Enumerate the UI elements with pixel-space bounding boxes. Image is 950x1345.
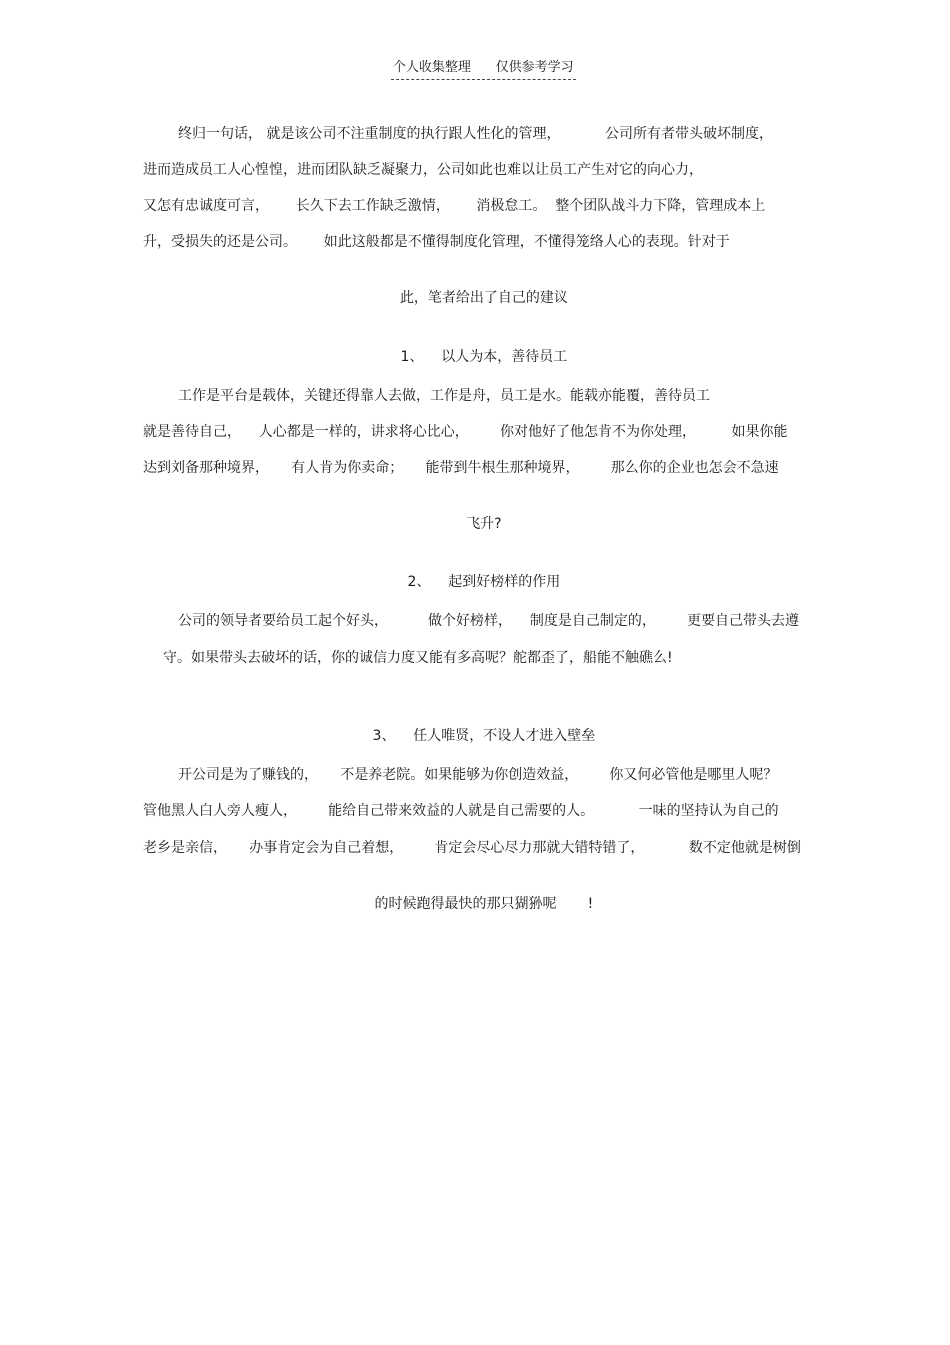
section-3-line-4: 的时候跑得最快的那只猢狲呢 ! [374, 896, 594, 912]
section-1-line-1: 工作是平台是载体，关键还得靠人去做，工作是舟，员工是水。能载亦能覆，善待员工 [178, 388, 710, 404]
section-1-line-4: 飞升? [466, 516, 502, 532]
section-1-line-3: 达到刘备那种境界， 有人肯为你卖命； 能带到牛根生那种境界， 那么你的企业也怎会不急速 [143, 460, 779, 476]
section-3-heading: 3、 任人唯贤，不设人才进入壁垒 [372, 728, 596, 744]
paragraph-line [0, 494, 950, 554]
section-2-heading: 2、 起到好榜样的作用 [407, 574, 561, 590]
paragraph-line [0, 268, 950, 328]
section-heading [0, 552, 950, 612]
section-3-line-2: 管他黑人白人旁人瘦人， 能给自己带来效益的人就是自己需要的人。 一味的坚持认为自己的 [143, 803, 779, 819]
intro-line-4: 升，受损失的还是公司。 如此这般都是不懂得制度化管理，不懂得笼络人心的表现。针对于 [143, 234, 730, 250]
paragraph-line [0, 648, 950, 708]
section-1-line-2: 就是善待自己， 人心都是一样的，讲求将心比心， 你对他好了他怎肯不为你处理， 如果你能 [143, 424, 788, 440]
intro-line-3: 又怎有忠诚度可言， 长久下去工作缺乏激情， 消极怠工。 整个团队战斗力下降，管理成本上 [143, 198, 766, 214]
section-2-line-1: 公司的领导者要给员工起个好头， 做个好榜样， 制度是自己制定的， 更要自己带头去遵 [178, 613, 800, 629]
intro-line-1: 终归一句话， 就是该公司不注重制度的执行跟人性化的管理， 公司所有者带头破坏制度， [178, 126, 773, 142]
section-2-line-2: 守。如果带头去破坏的话，你的诚信力度又能有多高呢？舵都歪了，船能不触礁么! [163, 650, 673, 666]
section-3-line-3: 老乡是亲信， 办事肯定会为自己着想， 肯定会尽心尽力那就大错特错了， 数不定他就是树倒 [143, 840, 801, 856]
intro-line-2: 进而造成员工人心惶惶，进而团队缺乏凝聚力，公司如此也难以让员工产生对它的向心力， [143, 162, 703, 178]
page-header [0, 38, 950, 100]
section-3-line-1: 开公司是为了赚钱的， 不是养老院。如果能够为你创造效益， 你又何必管他是哪里人呢？ [178, 767, 778, 783]
section-heading [0, 327, 950, 387]
section-heading [0, 706, 950, 766]
section-1-heading: 1、 以人为本，善待员工 [400, 349, 568, 365]
paragraph-line [0, 874, 950, 934]
intro-line-5: 此，笔者给出了自己的建议 [399, 290, 568, 306]
header-text: 个人收集整理 仅供参考学习 [391, 58, 576, 80]
